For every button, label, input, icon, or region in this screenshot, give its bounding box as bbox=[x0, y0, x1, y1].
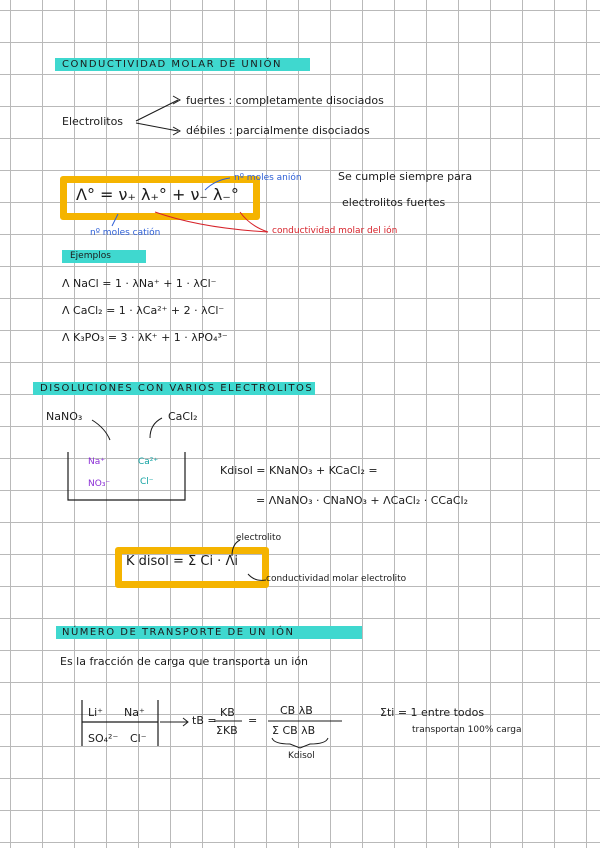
ion-cl: Cl⁻ bbox=[140, 477, 154, 487]
frac1-den: ΣKB bbox=[216, 724, 238, 737]
ion-ca: Ca²⁺ bbox=[138, 457, 159, 467]
note-conductividad: conductividad molar electrolito bbox=[266, 574, 407, 584]
eq-kdisol-1: Kdisol = KNaNO₃ + KCaCl₂ = bbox=[220, 464, 378, 477]
note-anion: nº moles anión bbox=[234, 173, 302, 183]
section3-title: NÚMERO DE TRANSPORTE DE UN IÓN bbox=[62, 627, 295, 638]
section1-title: CONDUCTIVIDAD MOLAR DE UNIÓN bbox=[62, 59, 282, 70]
example-2: Λ CaCl₂ = 1 · λCa²⁺ + 2 · λCl⁻ bbox=[62, 304, 225, 317]
formula-1: Λ° = ν₊ λ₊° + ν₋ λ₋° bbox=[76, 185, 239, 204]
section2-title: DISOLUCIONES CON VARIOS ELECTROLITOS bbox=[40, 383, 314, 394]
fuertes-text: fuertes : completamente disociados bbox=[186, 94, 384, 107]
electrolitos-label: Electrolitos bbox=[62, 115, 124, 128]
definition-text: Es la fracción de carga que transporta un ión bbox=[60, 655, 309, 668]
debiles-text: débiles : parcialmente disociados bbox=[186, 124, 370, 137]
frac2-num: CB λB bbox=[280, 704, 313, 717]
ion-na-2: Na⁺ bbox=[124, 706, 145, 719]
sum-note: transportan 100% carga bbox=[412, 725, 522, 735]
ion-cl-2: Cl⁻ bbox=[130, 732, 147, 745]
ion-li: Li⁺ bbox=[88, 706, 103, 719]
example-1: Λ NaCl = 1 · λNa⁺ + 1 · λCl⁻ bbox=[62, 277, 217, 290]
sum-eq: Σti = 1 entre todos bbox=[380, 706, 485, 719]
frac2-den: Σ CB λB bbox=[272, 724, 316, 737]
frac1-num: KB bbox=[220, 706, 235, 719]
note-ion: conductividad molar del ión bbox=[272, 226, 398, 236]
kdisol-label: Kdisol bbox=[288, 751, 315, 761]
example-3: Λ K₃PO₃ = 3 · λK⁺ + 1 · λPO₄³⁻ bbox=[62, 331, 228, 344]
ion-so4: SO₄²⁻ bbox=[88, 732, 119, 745]
ion-no3: NO₃⁻ bbox=[88, 479, 111, 489]
t-def: tB = bbox=[192, 714, 217, 727]
salt-cacl2: CaCl₂ bbox=[168, 410, 198, 423]
ion-na: Na⁺ bbox=[88, 457, 105, 467]
side-note-2: electrolitos fuertes bbox=[342, 196, 446, 209]
formula-2: K disol = Σ Ci · Λi bbox=[126, 554, 238, 569]
note-electrolito: electrolito bbox=[236, 533, 282, 543]
examples-label: Ejemplos bbox=[70, 251, 111, 261]
equals-sign: = bbox=[248, 714, 258, 727]
side-note-1: Se cumple siempre para bbox=[338, 170, 473, 183]
salt-nano3: NaNO₃ bbox=[46, 410, 83, 423]
eq-kdisol-2: = ΛNaNO₃ · CNaNO₃ + ΛCaCl₂ · CCaCl₂ bbox=[256, 494, 468, 507]
note-cation: nº moles catión bbox=[90, 228, 161, 238]
